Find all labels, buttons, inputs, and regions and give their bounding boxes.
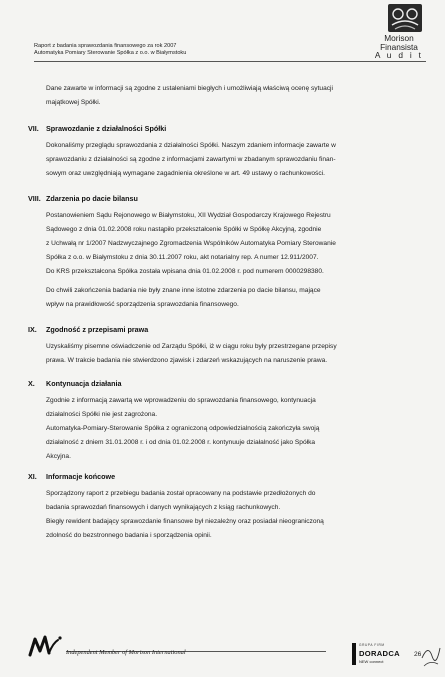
page-number: 26	[414, 651, 422, 658]
text-line: Uzyskaliśmy pisemne oświadczenie od Zarządu Spółki, iż w ciągu roku były przestrzegane przepisy	[46, 343, 337, 350]
signature-scribble-icon	[420, 640, 442, 670]
text-line: Dane zawarte w informacji są zgodne z ustaleniami biegłych i umożliwiają właściwą ocenę sytuacji	[46, 85, 333, 92]
section-number: X.	[28, 379, 35, 388]
text-line: Do chwili zakończenia badania nie były znane inne istotne zdarzenia po dacie bilansu, mające	[46, 287, 321, 294]
section-title: Zgodność z przepisami prawa	[46, 325, 149, 334]
section-number: VIII.	[28, 194, 41, 203]
report-header	[34, 43, 186, 57]
intro-paragraph	[46, 82, 419, 110]
logo-line3: A u d i t	[374, 50, 424, 61]
section-paragraph	[46, 487, 419, 543]
text-line: Biegły rewident badający sprawozdanie finansowe był niezależny oraz posiadał nieograniczoną	[46, 518, 324, 525]
text-line: sowym oraz uwzględniają wymagane zagadnienia określone w art. 49 ustawy o rachunkowości.	[46, 170, 325, 177]
morison-m-logo-icon	[27, 631, 65, 659]
text-line: Spółka z o.o. w Białymstoku z dnia 30.11.2007 roku, akt notarialny rep. A numer 12.911/2007.	[46, 254, 319, 261]
text-line: Postanowieniem Sądu Rejonowego w Białymstoku, XII Wydział Gospodarczy Krajowego Rejestru	[46, 212, 331, 219]
header-divider	[34, 61, 426, 62]
text-line: badania sprawozdań finansowych i danych wynikających z ksiąg rachunkowych.	[46, 504, 281, 511]
section-title: Zdarzenia po dacie bilansu	[46, 194, 138, 203]
logo-wordmark	[366, 34, 432, 60]
text-line: prawa. W trakcie badania nie stwierdzono zjawisk i zdarzeń wskazujących na naruszenie prawa.	[46, 357, 328, 364]
text-line: Do KRS przekształcona Spółka została wpisana dnia 01.02.2008 r. pod numerem 0000298380.	[46, 268, 324, 275]
logo-line1: Morison	[384, 33, 414, 43]
section-title: Informacje końcowe	[46, 472, 116, 481]
text-line: Dokonaliśmy przeglądu sprawozdania z działalności Spółki. Naszym zdaniem informacje zawarte w	[46, 142, 336, 149]
text-line: z Uchwałą nr 1/2007 Nadzwyczajnego Zgromadzenia Wspólników Automatyka Pomiary Sterowanie	[46, 240, 336, 247]
text-line: sprawozdaniu z działalności są zgodne z informacjami zawartymi w zbadanym sprawozdaniu finan-	[46, 156, 336, 163]
section-paragraph	[46, 209, 419, 279]
text-line: Akcyjna.	[46, 453, 71, 460]
doradca-logo	[352, 641, 412, 669]
report-header-line1: Raport z badania sprawozdania finansowego za rok 2007	[34, 43, 177, 49]
morison-logo-icon	[386, 3, 424, 33]
logo-line2: Finansista	[380, 41, 418, 52]
section-paragraph	[46, 394, 419, 464]
doradca-subtext: NEW connect	[359, 659, 384, 664]
text-line: działalność z dniem 31.01.2008 r. i od dnia 01.02.2008 r. kontynuuje działalność jako Spółka	[46, 439, 316, 446]
section-paragraph	[46, 139, 419, 181]
report-header-line2: Automatyka Pomiary Sterowanie Spółka z o.o. w Białymstoku	[34, 50, 187, 56]
doradca-name: DORADCA	[359, 649, 400, 658]
text-line: działalności Spółki nie jest zagrożona.	[46, 411, 158, 418]
section-title: Kontynuacja działania	[46, 379, 122, 388]
section-number: IX.	[28, 325, 37, 334]
text-line: Zgodnie z informacją zawartą we wprowadzeniu do sprawozdania finansowego, kontynuacja	[46, 397, 316, 404]
section-paragraph	[46, 284, 419, 312]
section-paragraph	[46, 340, 419, 368]
section-title: Sprawozdanie z działalności Spółki	[46, 124, 167, 133]
doradca-small-text: GRUPA FIRM	[359, 643, 385, 647]
section-number: XI.	[28, 472, 37, 481]
footer-member-text: Independent Member of Morison International	[66, 649, 186, 656]
text-line: Automatyka-Pomiary-Sterowanie Spółka z ograniczoną odpowiedzialnością zakończyła swoją	[46, 425, 320, 432]
doradca-bar-icon	[352, 643, 356, 665]
text-line: majątkowej Spółki.	[46, 99, 101, 106]
text-line: Sądowego z dnia 01.02.2008 roku nastąpiło przekształcenie Spółki w Spółkę Akcyjną, zgodnie	[46, 226, 322, 233]
section-number: VII.	[28, 124, 39, 133]
text-line: zdolność do bezstronnego badania i sporządzenia opinii.	[46, 532, 212, 539]
text-line: wpływ na prawidłowość sporządzenia sprawozdania finansowego.	[46, 301, 239, 308]
text-line: Sporządzony raport z przebiegu badania został opracowany na podstawie przedłożonych do	[46, 490, 316, 497]
